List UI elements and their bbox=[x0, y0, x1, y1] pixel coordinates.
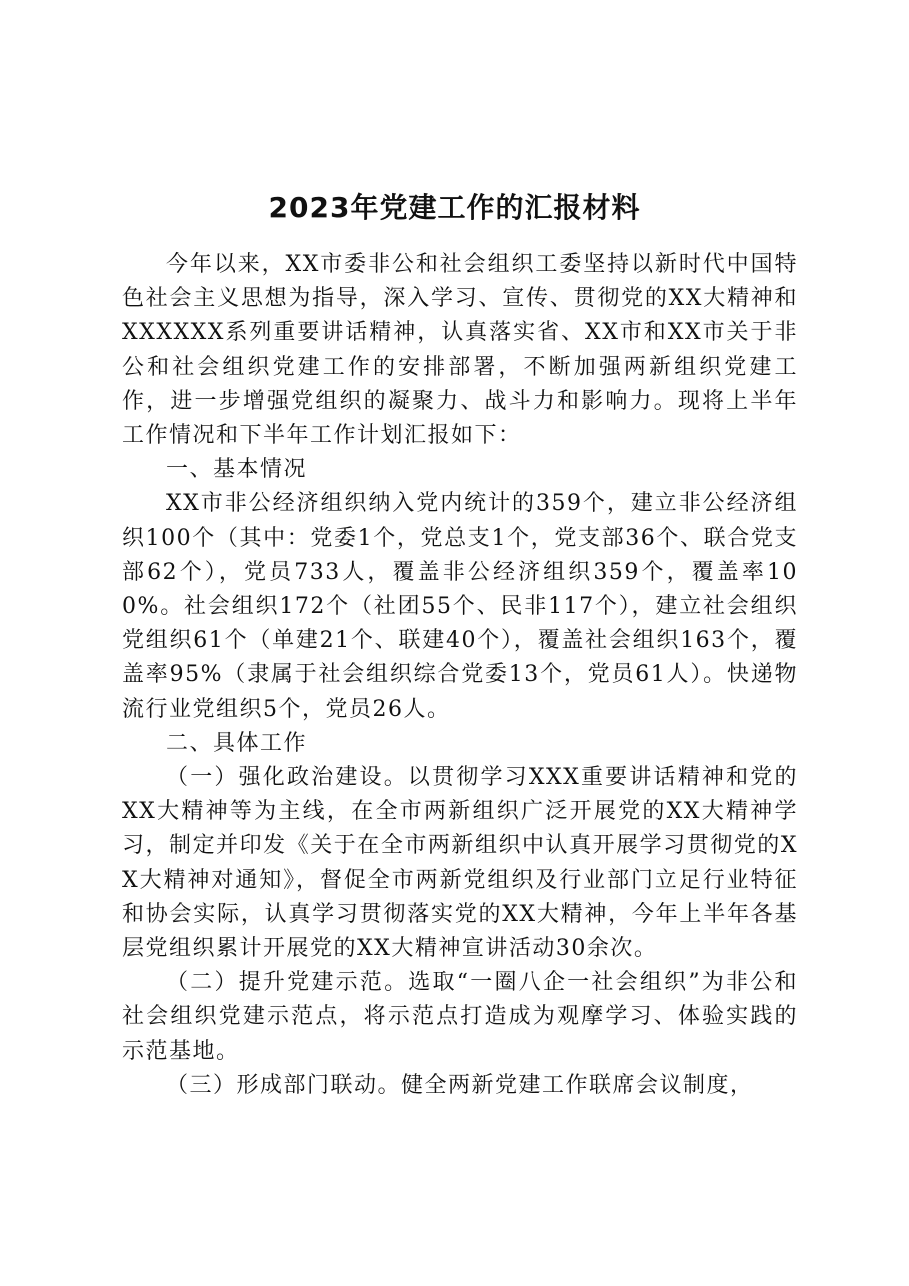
work-item-demonstration: （二）提升党建示范。选取“一圈八企一社会组织”为非公和社会组织党建示范点，将示范点打造成为观摩学习、体验实践的示范基地。 bbox=[122, 970, 798, 1064]
section-heading-basic-situation: 一、基本情况 bbox=[166, 457, 308, 483]
intro-paragraph: 今年以来，XX市委非公和社会组织工委坚持以新时代中国特色社会主义思想为指导，深入学习、宣传、贯彻党的XX大精神和XXXXXX系列重要讲话精神，认真落实省、XX市和XX市关于非公和社会组织党建工作的安排部署，不断加强两新组织党建工作，进一步增强党组织的凝聚力、战斗力和影响力。现将上半年工作情况和下半年工作计划汇报如下： bbox=[122, 252, 798, 449]
work-item-political-building: （一）强化政治建设。以贯彻学习XXX重要讲话精神和党的XX大精神等为主线，在全市两新组织广泛开展党的XX大精神学习，制定并印发《关于在全市两新组织中认真开展学习贯彻党的XX大精神对通知》，督促全市两新党组织及行业部门立足行业特征和协会实际，认真学习贯彻落实党的XX大精神，今年上半年各基层党组织累计开展党的XX大精神宣讲活动30余次。 bbox=[122, 765, 798, 962]
document-title: 2023年党建工作的汇报材料 bbox=[268, 191, 641, 224]
work-item-department-linkage: （三）形成部门联动。健全两新党建工作联席会议制度， bbox=[166, 1072, 754, 1098]
section-heading-specific-work: 二、具体工作 bbox=[166, 730, 308, 756]
basic-situation-paragraph: XX市非公经济组织纳入党内统计的359个，建立非公经济组织100个（其中：党委1个，党总支1个，党支部36个、联合党支部62个），党员733人，覆盖非公经济组织359个，覆盖率100%。社会组织172个（社团55个、民非117个），建立社会组织党组织61个（单建21个、联建40个），覆盖社会组织163个，覆盖率95%（隶属于社会组织综合党委13个，党员61人）。快递物流行业党组织5个，党员26人。 bbox=[122, 491, 798, 722]
document-body bbox=[122, 248, 798, 1103]
